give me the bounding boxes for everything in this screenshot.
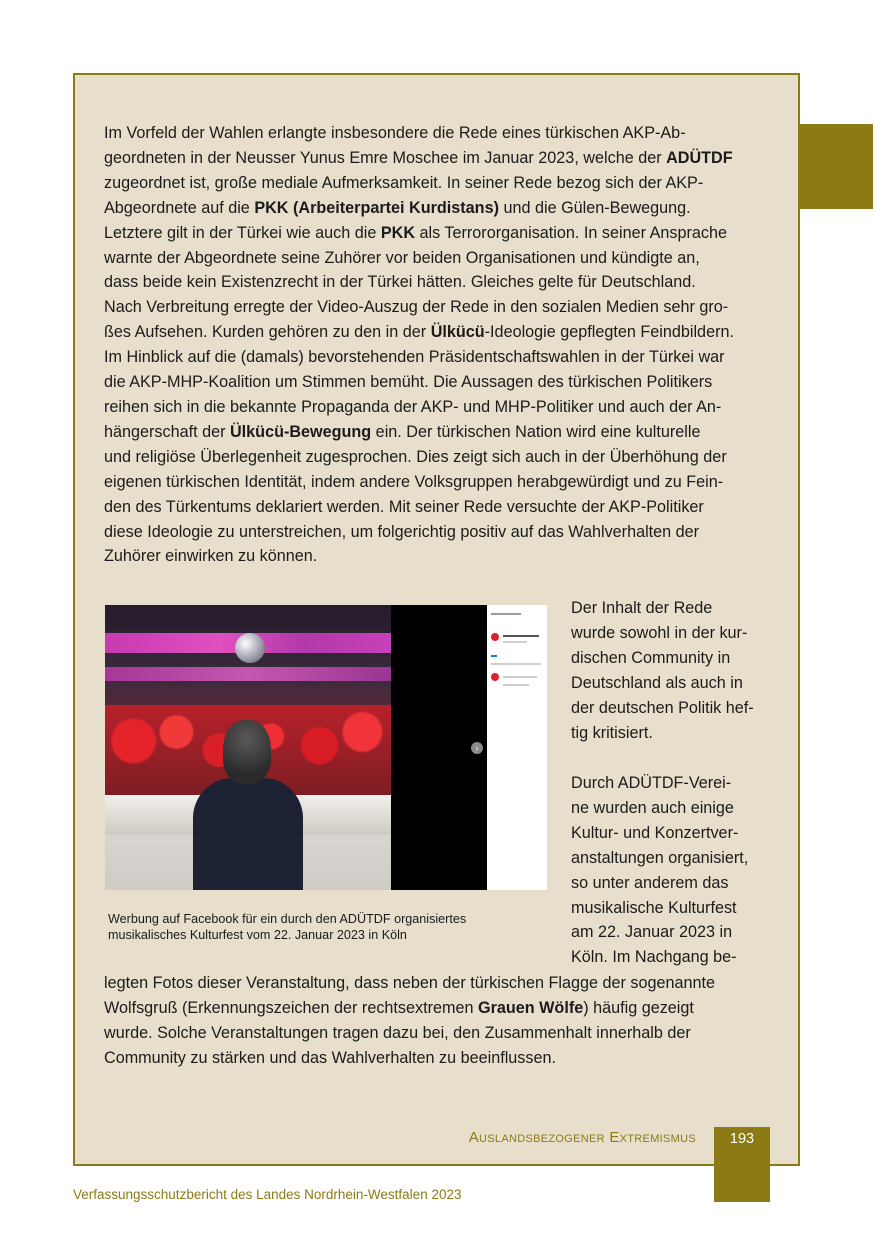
text-line: Köln. Im Nachgang be- (571, 948, 737, 967)
figure-caption (108, 912, 548, 943)
text-line: wurde sowohl in der kur- (571, 623, 748, 642)
facebook-screenshot-image (105, 605, 547, 890)
text-line: Der Inhalt der Rede (571, 599, 713, 617)
text-line: Abgeordnete auf die PKK (Arbeiterpartei Kurdistans) und die Gülen-Bewegung. (104, 198, 691, 217)
text-line: Nach Verbreitung erregte der Video-Auszug der Rede in den sozialen Medien sehr gro- (104, 298, 729, 317)
text-line: Kultur- und Konzertver- (571, 823, 739, 842)
text-line: am 22. Januar 2023 in (571, 923, 733, 942)
text-line: die AKP-MHP-Koalition um Stimmen bemüht. Die Aussagen des türkischen Politikers (104, 373, 713, 392)
text-line: Durch ADÜTDF-Verei- (571, 774, 732, 792)
side-paragraph-2 (571, 771, 781, 970)
text-line: musikalische Kulturfest (571, 898, 737, 917)
text-line: und religiöse Überlegenheit zugesprochen. Dies zeigt sich auch in der Überhöhung der (104, 447, 727, 466)
text-line: legten Fotos dieser Veranstaltung, dass neben der türkischen Flagge der sogenannte (104, 974, 716, 992)
text-line: ßes Aufsehen. Kurden gehören zu den in der Ülkücü-Ideologie gepflegten Feindbildern. (104, 323, 734, 342)
text-line: tig kritisiert. (571, 723, 653, 742)
page-number: 193 (729, 1131, 755, 1147)
paragraph-1 (104, 121, 772, 569)
next-arrow-icon: › (471, 742, 483, 754)
facebook-sidebar (487, 605, 547, 890)
speaker-figure (193, 720, 303, 890)
text-line: dass beide kein Existenzrecht in der Türkei hätten. Gleiches gelte für Deutschland. (104, 273, 696, 292)
caption-line: musikalisches Kulturfest vom 22. Januar 2023 in Köln (108, 927, 407, 942)
profile-avatar (491, 633, 499, 641)
text-line: zugeordnet ist, große mediale Aufmerksamkeit. In seiner Rede bezog sich der AKP- (104, 173, 704, 192)
text-line: der deutschen Politik hef- (571, 698, 754, 717)
text-line: so unter anderem das (571, 873, 729, 892)
text-line: hängerschaft der Ülkücü-Bewegung ein. Der türkischen Nation wird eine kulturelle (104, 422, 701, 441)
text-line: eigenen türkischen Identität, indem andere Volksgruppen herabgewürdigt und zu Fein- (104, 472, 724, 491)
section-title: Auslandsbezogener Extremismus (468, 1129, 696, 1146)
text-line: den des Türkentums deklariert werden. Mit seiner Rede versuchte der AKP-Politiker (104, 497, 704, 516)
text-line: Deutschland als auch in (571, 673, 743, 692)
caption-line: Werbung auf Facebook für ein durch den ADÜTDF organisiertes (108, 912, 467, 926)
text-line: reihen sich in die bekannte Propaganda der AKP- und MHP-Politiker und auch der An- (104, 397, 722, 416)
text-line: Im Vorfeld der Wahlen erlangte insbesondere die Rede eines türkischen AKP-Ab- (104, 124, 686, 142)
disco-ball (235, 633, 265, 663)
text-line: warnte der Abgeordnete seine Zuhörer vor beiden Organisationen und kündigte an, (104, 248, 700, 267)
text-line: Wolfsgruß (Erkennungszeichen der rechtsextremen Grauen Wölfe) häufig gezeigt (104, 998, 694, 1017)
paragraph-3 (104, 971, 772, 1071)
text-line: geordneten in der Neusser Yunus Emre Moschee im Januar 2023, welche der ADÜTDF (104, 148, 733, 167)
text-line: Letztere gilt in der Türkei wie auch die PKK als Terrororganisation. In seiner Ansprache (104, 223, 727, 242)
side-paragraph-1 (571, 596, 781, 745)
text-line: dischen Community in (571, 648, 731, 667)
chapter-tab (798, 124, 873, 209)
text-line: anstaltungen organisiert, (571, 848, 749, 867)
text-line: Zuhörer einwirken zu können. (104, 547, 318, 566)
text-line: ne wurden auch einige (571, 798, 734, 817)
event-photo (105, 605, 391, 890)
text-line: Im Hinblick auf die (damals) bevorstehenden Präsidentschaftswahlen in der Türkei war (104, 348, 725, 367)
text-line: wurde. Solche Veranstaltungen tragen dazu bei, den Zusammenhalt innerhalb der (104, 1023, 691, 1042)
text-line: Community zu stärken und das Wahlverhalten zu beeinflussen. (104, 1048, 556, 1067)
publication-title: Verfassungsschutzbericht des Landes Nordrhein-Westfalen 2023 (73, 1187, 462, 1202)
text-line: diese Ideologie zu unterstreichen, um folgerichtig positiv auf das Wahlverhalten der (104, 522, 700, 541)
